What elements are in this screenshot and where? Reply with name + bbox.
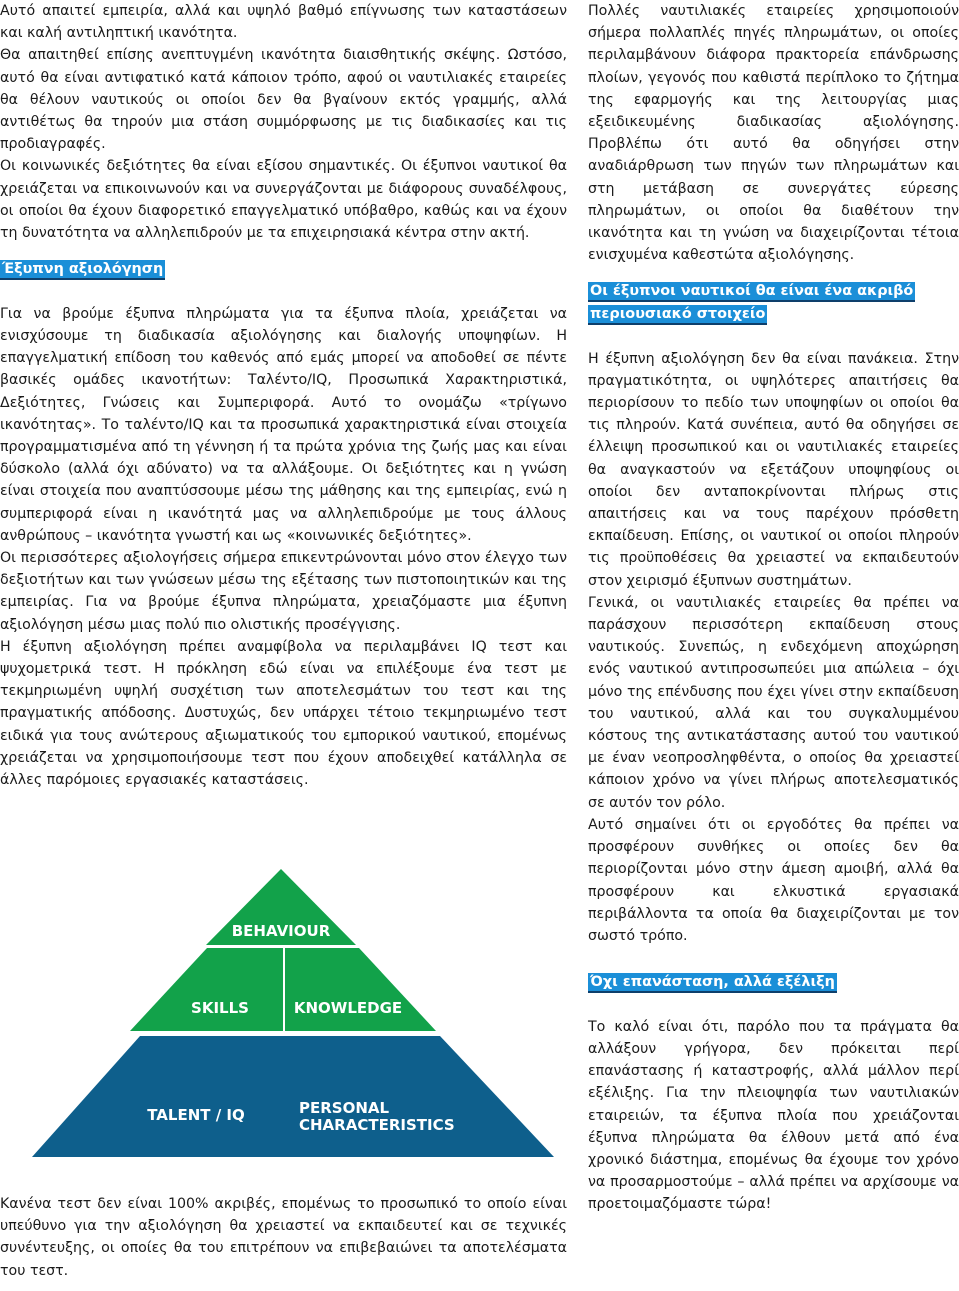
intro-paragraph: Αυτό απαιτεί εμπειρία, αλλά και υψηλό βαθμό επίγνωσης των καταστάσεων και καλή αντιληπτική ικανότητα. (0, 3, 567, 42)
closing-paragraph: Κανένα τεστ δεν είναι 100% ακριβές, επομένως το προσωπικό το οποίο είναι υπεύθυνο για την αξιολόγηση θα χρειαστεί να εκπαιδευτεί και σε τεχνικές συνέντευξης, οι οποίες θα του επιτρέπουν να επιβεβαιώνει τα αποτελέσματα του τεστ. (0, 1196, 567, 1279)
pyramid-middle-left-segment (130, 948, 283, 1031)
left-column (0, 0, 567, 791)
right-heading-1-wrap (588, 280, 959, 325)
right-intro-paragraph: Πολλές ναυτιλιακές εταιρείες χρησιμοποιούν σήμερα πολλαπλές πηγές πληρωμάτων, οι οποίες περιλαμβάνουν διάφορα πρακτορεία επάνδρωσης πλοίων, γεγονός που καθιστά περίπλοκο το ζήτημα της εφαρμογής και της λειτουργίας μιας εξειδικευμένης διαδικασίας αξιολόγησης. Προβλέπω ότι αυτό θα οδηγήσει στην αναδιάρθρωση των πηγών των πληρωμάτων και στη μετάβαση σε συνεργάτες εύρεσης πληρωμάτων, οι οποίοι θα διαθέτουν την ικανότητα και τη γνώση να διαχειρίζονται τέτοια ενισχυμένα καθεστώτα αξιολόγησης. (588, 3, 959, 264)
right-heading-2-wrap (588, 971, 959, 994)
body-paragraph: Το καλό είναι ότι, παρόλο που τα πράγματα θα αλλάξουν γρήγορα, δεν πρόκειται περί επανάστασης ή καταστροφής, αλλά μάλλον περί εξέλιξης. Για την πλειοψηφία των ναυτιλιακών εταιρειών, τα έξυπνα πλοία που χρειάζονται έξυπνα πληρώματα θα έλθουν μετά από ένα χρονικό διάστημα, επομένως θα έχουμε τον χρόνο να προσαρμοστούμε – αλλά πρέπει να αρχίσουμε να προετοιμαζόμαστε τώρα! (588, 1018, 959, 1213)
right-column (588, 0, 959, 1216)
pyramid-label-characteristics: CHARACTERISTICS (299, 1116, 455, 1134)
body-paragraph: Αυτό σημαίνει ότι οι εργοδότες θα πρέπει να προσφέρουν συνθήκες οι οποίες δεν θα περιορίζονται μόνο στην άμεση αμοιβή, αλλά θα προσφέρουν και ελκυστικά εργασιακά περιβάλλοντα τα οποία θα διαχειρίζονται με τον σωστό τρόπο. (588, 816, 959, 944)
section-heading-wrap (0, 258, 567, 281)
pyramid-middle-right-segment (285, 948, 436, 1031)
body-paragraph: Οι περισσότερες αξιολογήσεις σήμερα επικεντρώνονται μόνο στον έλεγχο των δεξιοτήτων και των γνώσεων μέσω της εξέτασης των πιστοποιητικών και της εμπειρίας. Για να βρούμε έξυπνα πληρώματα, χρειαζόμαστε μια έξυπνη αξιολόγηση μέσω μιας πολύ πιο ολιστικής προσέγγισης. (0, 550, 567, 633)
pyramid-label-behaviour: BEHAVIOUR (231, 922, 331, 940)
left-column-bottom (0, 1193, 567, 1282)
intro-paragraph: Οι κοινωνικές δεξιότητες θα είναι εξίσου σημαντικές. Οι έξυπνοι ναυτικοί θα χρειάζεται να επικοινωνούν και να συνεργάζονται με διάφορους συναδέλφους, οι οποίοι θα έχουν διαφορετικό επαγγελματικό υπόβαθρο, καθώς και να έχουν τη δυνατότητα να αλληλεπιδρούν με τα επιχειρησιακά κέντρα στην ακτή. (0, 158, 567, 242)
pyramid-label-skills: SKILLS (191, 999, 249, 1017)
competence-triangle-figure (138, 869, 455, 1159)
body-paragraph: Η έξυπνη αξιολόγηση δεν θα είναι πανάκεια. Στην πραγματικότητα, οι υψηλότερες απαιτήσεις θα περιορίσουν το πεδίο των υποψηφίων οι οποίοι θα τις πληρούν. Κατά συνέπεια, αυτό θα οδηγήσει σε έλλειψη προσωπικού και οι ναυτιλιακές εταιρείες θα αναγκαστούν να εξετάζουν υποψηφίους οι οποίοι δεν ανταποκρίνονται πλήρως στις απαιτήσεις και να τους παρέχουν πρόσθετη εκπαίδευση. Επίσης, οι ναυτικοί οι οποίοι πληρούν τις προϋποθέσεις θα χρειαστεί να εκπαιδευτούν στον χειρισμό έξυπνων συστημάτων. (588, 350, 959, 589)
pyramid-label-personal: PERSONAL (299, 1099, 390, 1117)
body-paragraph: Γενικά, οι ναυτιλιακές εταιρείες θα πρέπει να παράσχουν περισσότερη εκπαίδευση στους ναυτικούς. Συνεπώς, η ενδεχόμενη αποχώρηση ενός ναυτικού αντιπροσωπεύει μια απώλεια – όχι μόνο της επένδυσης που έχει γίνει στην εκπαίδευση του ναυτικού, αλλά και του συγκαλυμμένου κόστους της αντικατάστασης αυτού του ναυτικού με έναν νεοπροσληφθέντα, ο οποίος θα χρειαστεί κάποιον χρόνο να γίνει πλήρως αποτελεσματικός σε αυτόν τον ρόλο. (588, 594, 959, 811)
pyramid-bottom-right-segment (285, 1036, 554, 1157)
body-paragraph: Η έξυπνη αξιολόγηση πρέπει αναμφίβολα να περιλαμβάνει IQ τεστ και ψυχομετρικά τεστ. Η πρόκληση εδώ είναι να επιλέξουμε ένα τεστ με τεκμηριωμένη υψηλή συσχέτιση των αποτελεσμάτων του τεστ και της πραγματικής απόδοσης. Δυστυχώς, δεν υπάρχει τέτοιο τεκμηριωμένο τεστ ειδικά για τους ανώτερους αξιωματικούς του εμπορικού ναυτικού, επομένως χρειάζεται να χρησιμοποιήσουμε τεστ που έχουν αποδειχθεί κατάλληλα σε άλλες παρόμοιες εργασιακές καταστάσεις. (0, 638, 567, 789)
section-heading-evolution: Όχι επανάσταση, αλλά εξέλιξη (588, 973, 837, 993)
pyramid-label-knowledge: KNOWLEDGE (293, 999, 403, 1017)
intro-paragraph: Θα απαιτηθεί επίσης ανεπτυγμένη ικανότητα διαισθητικής σκέψης. Ωστόσο, αυτό θα είναι αντιφατικό κατά κάποιον τρόπο, αφού οι ναυτιλιακές εταιρείες θα θέλουν ναυτικούς οι οποίοι δεν θα βγαίνουν εκτός γραμμής, αλλά αντιθέτως θα τηρούν μια στάση συμμόρφωσης με τις διαδικασίες και τις προδιαγραφές. (0, 47, 567, 153)
body-paragraph: Για να βρούμε έξυπνα πληρώματα για τα έξυπνα πλοία, χρειάζεται να ενισχύσουμε τη διαδικασία αξιολόγησης και διαλογής υποψηφίων. Η επαγγελματική επίδοση του καθενός από εμάς μπορεί να αποδοθεί σε πέντε βασικές ομάδες ικανοτήτων: Ταλέντο/IQ, Προσωπικά Χαρακτηριστικά, Δεξιότητες, Γνώσεις και Συμπεριφορά. Αυτό το ονομάζω «τρίγωνο ικανότητας». Το ταλέντο/IQ και τα προσωπικά χαρακτηριστικά είναι στοιχεία προγραμματισμένα από τη γέννηση ή τα πρώτα χρόνια της ζωής μας και είναι δύσκολο (αλλά όχι αδύνατο) να τα αλλάξουμε. Οι δεξιότητες και η γνώση είναι στοιχεία που αναπτύσσουμε μέσω της μάθησης και της εμπειρίας, ενώ η συμπεριφορά είναι η ικανότητά μας να αλληλεπιδρούμε με τους άλλους ανθρώπους – ικανότητα γνωστή και ως «κοινωνικές δεξιότητες». (0, 305, 567, 544)
pyramid-label-talent-iq: TALENT / IQ (147, 1106, 245, 1124)
section-heading-expensive-asset: Οι έξυπνοι ναυτικοί θα είναι ένα ακριβό περιουσιακό στοιχείο (588, 282, 915, 325)
section-heading-smart-assessment: Έξυπνη αξιολόγηση (0, 260, 165, 280)
pyramid-bottom-left-segment (32, 1036, 291, 1157)
